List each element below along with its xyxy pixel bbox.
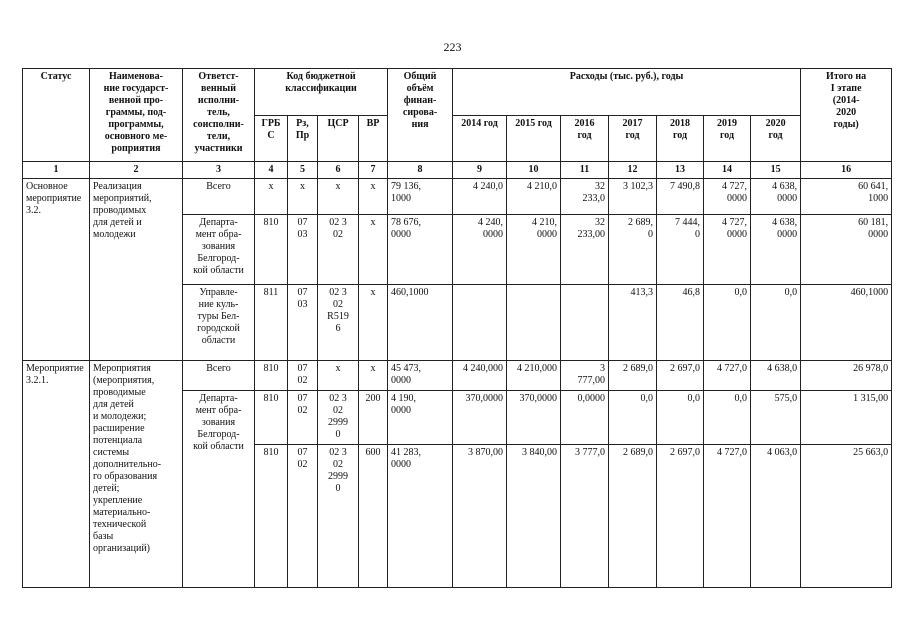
table-row — [23, 361, 892, 391]
year-2019-cell: 4 727, 0000 — [704, 215, 751, 285]
column-number: 4 — [255, 162, 288, 179]
total-cell: 78 676, 0000 — [388, 215, 453, 285]
year-2019-cell: 4 727,0 — [704, 445, 751, 588]
total-cell: 45 473, 0000 — [388, 361, 453, 391]
year-2018-cell: 7 490,8 — [657, 179, 704, 215]
grbs-cell: 810 — [255, 361, 288, 391]
year-2016-cell: 32 233,0 — [561, 179, 609, 215]
column-number: 7 — [359, 162, 388, 179]
year-2020-cell: 4 638,0 — [751, 361, 801, 391]
vr-cell: х — [359, 361, 388, 391]
column-number: 15 — [751, 162, 801, 179]
column-number: 10 — [507, 162, 561, 179]
program-name-cell: Мероприятия (мероприятия, проводимые для детей и молодежи; расширение потенциала системы дополнительно- го образования детей; укрепление материально- технической базы организаций) — [90, 361, 183, 588]
csr-cell: 02 3 02 2999 0 — [318, 445, 359, 588]
header-status: Статус — [23, 69, 90, 162]
year-2018-cell: 46,8 — [657, 285, 704, 361]
column-number-row — [23, 162, 892, 179]
header-grbs: ГРБ С — [255, 115, 288, 162]
table-row — [23, 179, 892, 215]
year-2014-cell: 370,0000 — [453, 391, 507, 445]
year-2019-cell: 0,0 — [704, 285, 751, 361]
year-2018-cell: 0,0 — [657, 391, 704, 445]
final-cell: 60 181, 0000 — [801, 215, 892, 285]
year-2016-cell — [561, 285, 609, 361]
header-expenses: Расходы (тыс. руб.), годы — [453, 69, 801, 116]
column-number: 9 — [453, 162, 507, 179]
csr-cell: 02 3 02 2999 0 — [318, 391, 359, 445]
header-year-2016: 2016 год — [561, 115, 609, 162]
year-2020-cell: 4 638, 0000 — [751, 179, 801, 215]
vr-cell: х — [359, 179, 388, 215]
rz-pr-cell: 07 02 — [288, 361, 318, 391]
csr-cell: 02 3 02 — [318, 215, 359, 285]
rz-pr-cell: 07 03 — [288, 215, 318, 285]
year-2018-cell: 7 444, 0 — [657, 215, 704, 285]
status-cell: Основное мероприятие 3.2. — [23, 179, 90, 361]
vr-cell: х — [359, 285, 388, 361]
header-vr: ВР — [359, 115, 388, 162]
header-year-2014: 2014 год — [453, 115, 507, 162]
column-number: 1 — [23, 162, 90, 179]
total-cell: 41 283, 0000 — [388, 445, 453, 588]
responsible-cell: Управле- ние куль- туры Бел- городской области — [183, 285, 255, 361]
final-cell: 26 978,0 — [801, 361, 892, 391]
responsible-cell: Всего — [183, 179, 255, 215]
column-number: 11 — [561, 162, 609, 179]
grbs-cell: 810 — [255, 215, 288, 285]
year-2019-cell: 0,0 — [704, 391, 751, 445]
year-2017-cell: 0,0 — [609, 391, 657, 445]
page-number: 223 — [443, 40, 462, 54]
year-2017-cell: 3 102,3 — [609, 179, 657, 215]
header-budget-code: Код бюджетной классификации — [255, 69, 388, 116]
grbs-cell: х — [255, 179, 288, 215]
program-name-cell: Реализация мероприятий, проводимых для детей и молодежи — [90, 179, 183, 361]
header-final: Итого на I этапе (2014- 2020 годы) — [801, 69, 892, 162]
final-cell: 25 663,0 — [801, 445, 892, 588]
vr-cell: 600 — [359, 445, 388, 588]
year-2015-cell: 3 840,00 — [507, 445, 561, 588]
year-2020-cell: 575,0 — [751, 391, 801, 445]
rz-pr-cell: 07 03 — [288, 285, 318, 361]
column-number: 14 — [704, 162, 751, 179]
final-cell: 460,1000 — [801, 285, 892, 361]
column-number: 6 — [318, 162, 359, 179]
year-2015-cell — [507, 285, 561, 361]
header-rz-pr: Рз, Пр — [288, 115, 318, 162]
csr-cell: х — [318, 179, 359, 215]
responsible-cell: Департа- мент обра- зования Белгород- кой области — [183, 215, 255, 285]
header-responsible: Ответст- венный исполни- тель, соисполни- тели, участники — [183, 69, 255, 162]
year-2015-cell: 4 210,000 — [507, 361, 561, 391]
column-number: 2 — [90, 162, 183, 179]
header-year-2020: 2020 год — [751, 115, 801, 162]
year-2017-cell: 2 689,0 — [609, 361, 657, 391]
grbs-cell: 810 — [255, 391, 288, 445]
header-year-2019: 2019 год — [704, 115, 751, 162]
header-year-2015: 2015 год — [507, 115, 561, 162]
year-2020-cell: 4 638, 0000 — [751, 215, 801, 285]
year-2014-cell: 3 870,00 — [453, 445, 507, 588]
column-number: 3 — [183, 162, 255, 179]
final-cell: 1 315,00 — [801, 391, 892, 445]
column-number: 16 — [801, 162, 892, 179]
header-row-1 — [23, 69, 892, 116]
year-2020-cell: 4 063,0 — [751, 445, 801, 588]
header-year-2017: 2017 год — [609, 115, 657, 162]
year-2017-cell: 413,3 — [609, 285, 657, 361]
column-number: 12 — [609, 162, 657, 179]
responsible-cell: Департа- мент обра- зования Белгород- кой области — [183, 391, 255, 588]
total-cell: 4 190, 0000 — [388, 391, 453, 445]
column-number: 8 — [388, 162, 453, 179]
vr-cell: 200 — [359, 391, 388, 445]
rz-pr-cell: 07 02 — [288, 391, 318, 445]
year-2018-cell: 2 697,0 — [657, 445, 704, 588]
year-2014-cell: 4 240,000 — [453, 361, 507, 391]
csr-cell: х — [318, 361, 359, 391]
status-cell: Мероприятие 3.2.1. — [23, 361, 90, 588]
year-2020-cell: 0,0 — [751, 285, 801, 361]
header-year-2018: 2018 год — [657, 115, 704, 162]
grbs-cell: 810 — [255, 445, 288, 588]
column-number: 13 — [657, 162, 704, 179]
column-number: 5 — [288, 162, 318, 179]
year-2015-cell: 370,0000 — [507, 391, 561, 445]
year-2015-cell: 4 210,0 — [507, 179, 561, 215]
header-total: Общий объём финан- сирова- ния — [388, 69, 453, 162]
rz-pr-cell: 07 02 — [288, 445, 318, 588]
year-2019-cell: 4 727,0 — [704, 361, 751, 391]
year-2015-cell: 4 210, 0000 — [507, 215, 561, 285]
total-cell: 79 136, 1000 — [388, 179, 453, 215]
rz-pr-cell: х — [288, 179, 318, 215]
year-2014-cell: 4 240, 0000 — [453, 215, 507, 285]
header-name: Наименова- ние государст- венной про- граммы, под- программы, основного ме- роприятия — [90, 69, 183, 162]
year-2017-cell: 2 689, 0 — [609, 215, 657, 285]
year-2019-cell: 4 727, 0000 — [704, 179, 751, 215]
total-cell: 460,1000 — [388, 285, 453, 361]
year-2016-cell: 32 233,00 — [561, 215, 609, 285]
year-2014-cell: 4 240,0 — [453, 179, 507, 215]
year-2016-cell: 3 777,0 — [561, 445, 609, 588]
year-2016-cell: 0,0000 — [561, 391, 609, 445]
final-cell: 60 641, 1000 — [801, 179, 892, 215]
budget-table — [22, 68, 892, 588]
csr-cell: 02 3 02 R519 6 — [318, 285, 359, 361]
responsible-cell: Всего — [183, 361, 255, 391]
header-csr: ЦСР — [318, 115, 359, 162]
year-2018-cell: 2 697,0 — [657, 361, 704, 391]
year-2017-cell: 2 689,0 — [609, 445, 657, 588]
year-2016-cell: 3 777,00 — [561, 361, 609, 391]
grbs-cell: 811 — [255, 285, 288, 361]
year-2014-cell — [453, 285, 507, 361]
vr-cell: х — [359, 215, 388, 285]
